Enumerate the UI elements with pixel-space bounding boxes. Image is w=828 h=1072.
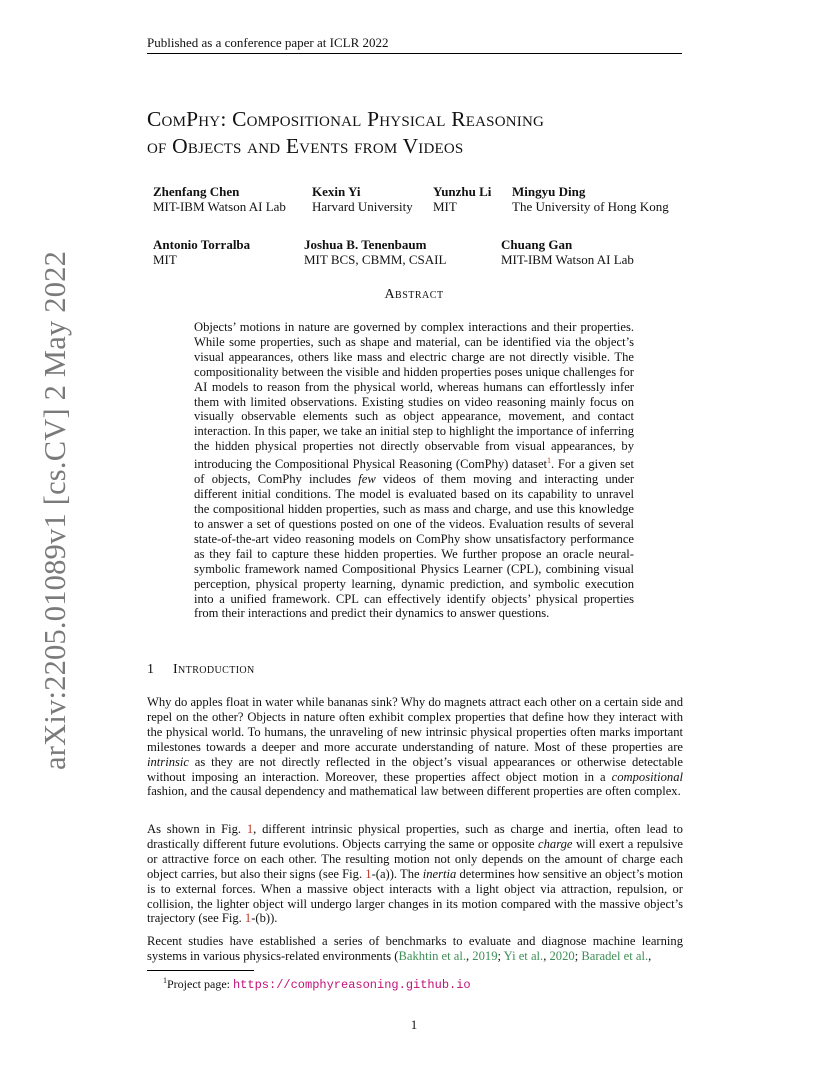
intro-paragraph-3 xyxy=(147,934,683,964)
footnote-rule xyxy=(147,970,254,971)
author-name: Chuang Gan xyxy=(501,237,573,252)
author-affiliation: MIT BCS, CBMM, CSAIL xyxy=(304,252,447,267)
citation-link[interactable]: Yi et al. xyxy=(503,948,544,963)
header-rule xyxy=(147,53,682,54)
author-name: Mingyu Ding xyxy=(512,184,586,199)
author-block xyxy=(501,237,634,267)
paragraph-text: , xyxy=(466,948,473,963)
author-affiliation: Harvard University xyxy=(312,199,413,214)
paper-title xyxy=(147,106,687,160)
citation-link[interactable]: 2019 xyxy=(472,948,498,963)
title-line-1: ComPhy: Compositional Physical Reasoning xyxy=(147,107,545,131)
author-name: Kexin Yi xyxy=(312,184,361,199)
section-heading-introduction xyxy=(147,662,255,678)
abstract-text: Objects’ motions in nature are governed by complex interactions and their properties. While some properties, such as shape and material, can be identified via the object’s visual appearances, others like mass and electric charge are not directly visible. The compositionality between the visible and hidden properties poses unique challenges for AI models to reason from the physical world, whereas humans can effortlessly infer them with limited observations. Existing studies on video reasoning mainly focus on visually observable elements such as object appearance, movement, and contact interaction. In this paper, we take an initial step to highlight the importance of inferring the hidden physical properties not directly observable from visual appearances, by introducing the Compositional Physical Reasoning (ComPhy) dataset xyxy=(194,320,634,472)
paragraph-text: , xyxy=(543,948,550,963)
page-number: 1 xyxy=(410,1017,418,1032)
paragraph-text: , different intrinsic physical properties, such as charge and inertia, often lead to drastically different future evolutions. Objects carrying the same or opposite xyxy=(147,822,683,851)
arxiv-identifier-stamp: arXiv:2205.01089v1 [cs.CV] 2 May 2022 xyxy=(38,250,72,770)
paragraph-text: ; xyxy=(574,948,582,963)
abstract-body xyxy=(194,320,634,621)
author-affiliation: MIT-IBM Watson AI Lab xyxy=(501,252,634,267)
author-affiliation: The University of Hong Kong xyxy=(512,199,669,214)
author-block xyxy=(153,237,250,267)
paragraph-text: , xyxy=(648,948,652,963)
footnote-marker-link[interactable]: 1 xyxy=(547,456,552,466)
paragraph-text: determines how sensitive an object’s motion is to external forces. When a massive object interacts with a light object via attraction, repulsion, or collision, the lighter object will undergo larger changes in its motion compared with the massive object’s trajectory (see Fig. xyxy=(147,866,683,926)
paragraph-text: Recent studies have established a series of benchmarks to evaluate and diagnose machine learning systems in various physics-related environments ( xyxy=(147,934,683,963)
paragraph-text: as they are not directly reflected in the object’s visual appearances or otherwise detectable without imposing an interaction. Moreover, these properties affect object motion in a xyxy=(147,754,683,784)
paragraph-text: -(a)). The xyxy=(371,866,423,881)
paragraph-text: will exert a repulsive or attractive force on each other. The resulting motion not only depends on the amount of charge each object carries, but also their signs (see Fig. xyxy=(147,836,683,881)
author-name: Zhenfang Chen xyxy=(153,184,240,199)
figure-ref-link[interactable]: 1 xyxy=(244,911,252,926)
author-block xyxy=(312,184,413,214)
citation-link[interactable]: 2020 xyxy=(549,948,575,963)
section-number: 1 xyxy=(147,662,155,677)
project-page-link[interactable]: https://comphyreasoning.github.io xyxy=(232,978,471,992)
author-affiliation: MIT xyxy=(153,252,177,267)
abstract-heading: Abstract xyxy=(384,287,444,302)
paragraph-text: As shown in Fig. xyxy=(147,822,247,836)
emphasis-text: intrinsic xyxy=(147,754,189,769)
intro-paragraph-1 xyxy=(147,695,683,799)
abstract-text: . For a given set of objects, ComPhy includes xyxy=(194,457,635,487)
title-line-2: of Objects and Events from Videos xyxy=(147,134,464,158)
author-block xyxy=(304,237,446,267)
footnote xyxy=(163,976,471,992)
author-block xyxy=(433,184,491,214)
paragraph-text: fashion, and the causal dependency and mathematical law between different properties are often complex. xyxy=(147,784,681,799)
paragraph-text: -(b)). xyxy=(251,911,278,926)
figure-ref-link[interactable]: 1 xyxy=(246,822,254,836)
paragraph-text: ; xyxy=(497,948,504,963)
citation-link[interactable]: Baradel et al. xyxy=(581,948,649,963)
running-header: Published as a conference paper at ICLR 2022 xyxy=(147,35,389,50)
abstract-emphasis: few xyxy=(358,472,376,487)
footnote-label: Project page: xyxy=(167,977,233,991)
author-name: Antonio Torralba xyxy=(153,237,251,252)
author-block xyxy=(153,184,286,214)
section-title: Introduction xyxy=(173,662,255,677)
author-name: Yunzhu Li xyxy=(433,184,492,199)
citation-link[interactable]: Bakhtin et al. xyxy=(398,948,466,963)
author-affiliation: MIT xyxy=(433,199,457,214)
emphasis-text: charge xyxy=(538,836,573,851)
author-block xyxy=(512,184,669,214)
footnote-number: 1 xyxy=(163,976,167,985)
emphasis-text: compositional xyxy=(611,769,683,784)
intro-paragraph-2 xyxy=(147,822,683,926)
author-name: Joshua B. Tenenbaum xyxy=(304,237,427,252)
author-affiliation: MIT-IBM Watson AI Lab xyxy=(153,199,286,214)
figure-ref-link[interactable]: 1 xyxy=(365,866,372,881)
emphasis-text: inertia xyxy=(422,866,457,881)
abstract-text: videos of them moving and interacting under different initial conditions. The model is evaluated based on its capability to unravel the compositional hidden properties, such as mass and charge, and use this knowledge to answer a set of questions posted on one of the videos. Evaluation results of several state-of-the-art video reasoning models on ComPhy show unsatisfactory performance as they fail to capture these hidden properties. We further propose an oracle neural-symbolic framework named Compositional Physics Learner (CPL), combining visual perception, physical property learning, dynamic prediction, and symbolic execution into a unified framework. CPL can effectively identify objects’ physical properties from their interactions and predict their dynamics to answer questions. xyxy=(194,472,635,621)
paragraph-text: Why do apples float in water while bananas sink? Why do magnets attract each other on a certain side and repel on the other? Objects in nature often exhibit complex properties that define how they interact with the physical world. To humans, the unraveling of new intrinsic physical properties often marks important milestones towards a deeper and more accurate understanding of nature. Most of these properties are xyxy=(147,695,683,754)
